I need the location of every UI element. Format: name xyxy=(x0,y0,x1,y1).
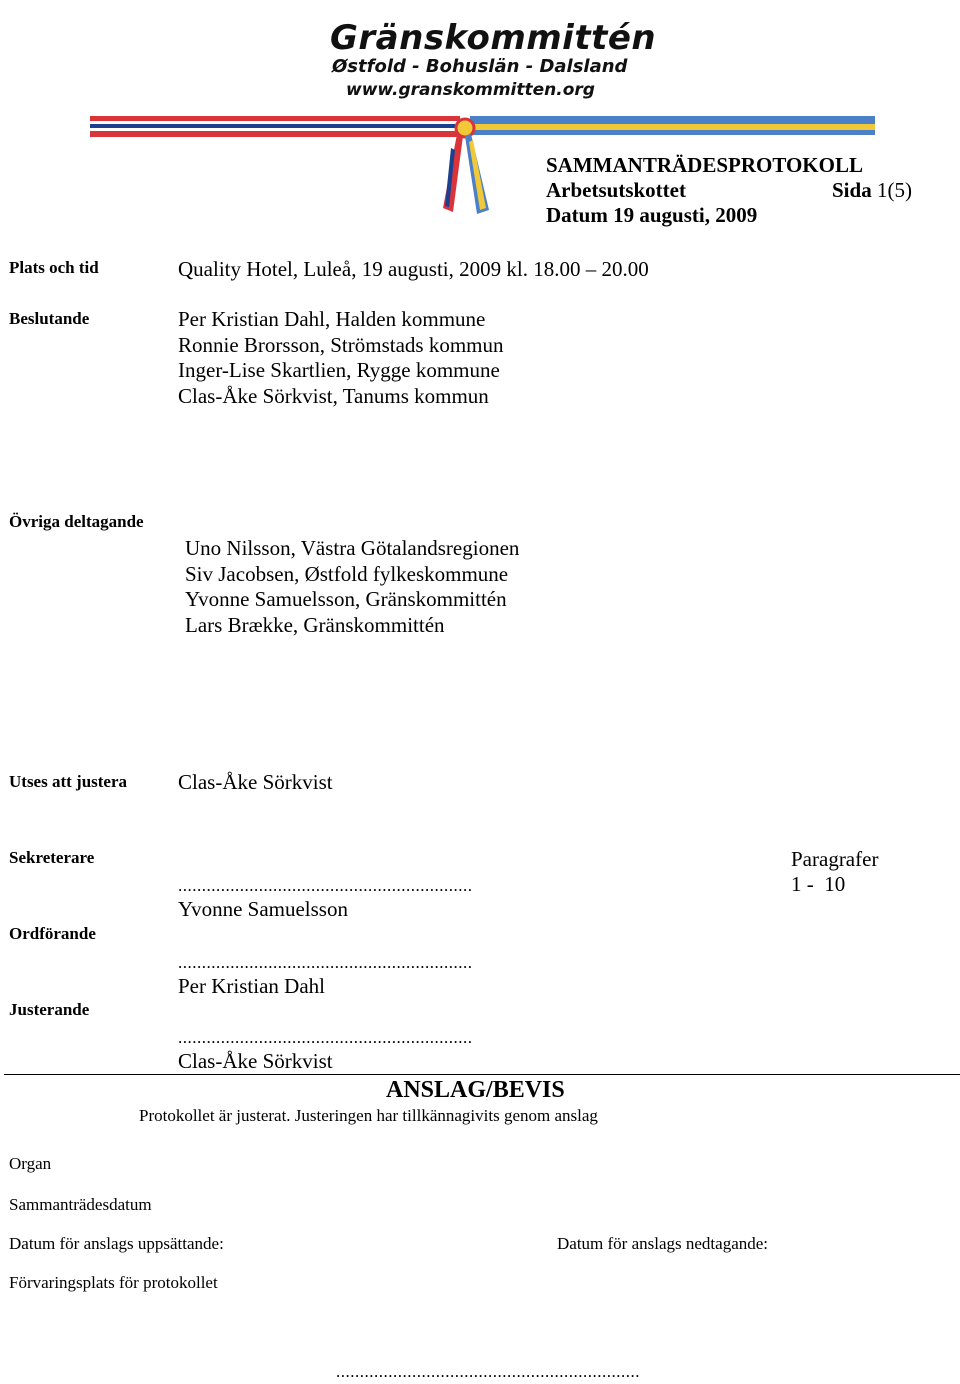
nedtagande-label: Datum för anslags nedtagande: xyxy=(557,1234,769,1253)
justerande-signature-line: .............................................................. xyxy=(178,1028,473,1047)
page-value: 1(5) xyxy=(876,178,912,202)
bottom-signature-line: ................................................................ xyxy=(336,1362,640,1381)
ovriga-label: Övriga deltagande xyxy=(9,512,144,531)
sammantradesdatum-label: Sammanträdesdatum xyxy=(9,1195,152,1214)
ordforande-label: Ordförande xyxy=(9,924,96,943)
list-item: Lars Brække, Gränskommittén xyxy=(185,612,445,637)
committee-name: Arbetsutskottet xyxy=(546,178,686,202)
beslutande-label: Beslutande xyxy=(9,309,90,328)
beslutande-list xyxy=(178,307,504,409)
justerande-label: Justerande xyxy=(9,1000,90,1019)
anslag-statement: Protokollet är justerat. Justeringen har tillkännagivits genom anslag xyxy=(139,1106,598,1125)
utses-value: Clas-Åke Sörkvist xyxy=(178,770,333,794)
list-item: Per Kristian Dahl, Halden kommune xyxy=(178,307,486,331)
sekreterare-signature-line: .............................................................. xyxy=(178,876,473,895)
utses-label: Utses att justera xyxy=(9,772,128,791)
ovriga-list xyxy=(185,536,519,638)
ordforande-signature-line: .............................................................. xyxy=(178,953,473,972)
section-divider xyxy=(4,1074,960,1075)
forvaring-label: Förvaringsplats för protokollet xyxy=(9,1273,218,1292)
organ-label: Organ xyxy=(9,1154,52,1173)
uppsattande-label: Datum för anslags uppsättande: xyxy=(9,1234,224,1253)
ordforande-name: Per Kristian Dahl xyxy=(178,974,325,998)
date-line: Datum 19 augusti, 2009 xyxy=(546,203,758,227)
paragrafer-label: Paragrafer xyxy=(791,847,879,871)
logo-regions: Østfold - Bohuslän - Dalsland xyxy=(332,56,628,77)
plats-value: Quality Hotel, Luleå, 19 augusti, 2009 kl. 18.00 – 20.00 xyxy=(178,257,649,281)
sekreterare-name: Yvonne Samuelsson xyxy=(178,897,348,921)
list-item: Siv Jacobsen, Østfold fylkeskommune xyxy=(185,561,509,586)
paragrafer-value: 1 - 10 xyxy=(791,872,846,896)
list-item: Ronnie Brorsson, Strömstads kommun xyxy=(178,332,504,357)
plats-label: Plats och tid xyxy=(9,258,99,277)
list-item: Uno Nilsson, Västra Götalandsregionen xyxy=(185,536,520,560)
list-item: Inger-Lise Skartlien, Rygge kommune xyxy=(178,358,500,382)
justerande-name: Clas-Åke Sörkvist xyxy=(178,1049,333,1073)
doc-type: SAMMANTRÄDESPROTOKOLL xyxy=(546,153,863,177)
page-label: Sida xyxy=(832,178,872,202)
logo-website: www.granskommitten.org xyxy=(346,80,595,100)
page-indicator xyxy=(832,178,912,203)
list-item: Clas-Åke Sörkvist, Tanums kommun xyxy=(178,383,489,408)
sekreterare-label: Sekreterare xyxy=(9,848,95,867)
logo-title: Gränskommittén xyxy=(330,18,657,58)
anslag-title: ANSLAG/BEVIS xyxy=(386,1077,565,1103)
list-item: Yvonne Samuelsson, Gränskommittén xyxy=(185,587,507,611)
